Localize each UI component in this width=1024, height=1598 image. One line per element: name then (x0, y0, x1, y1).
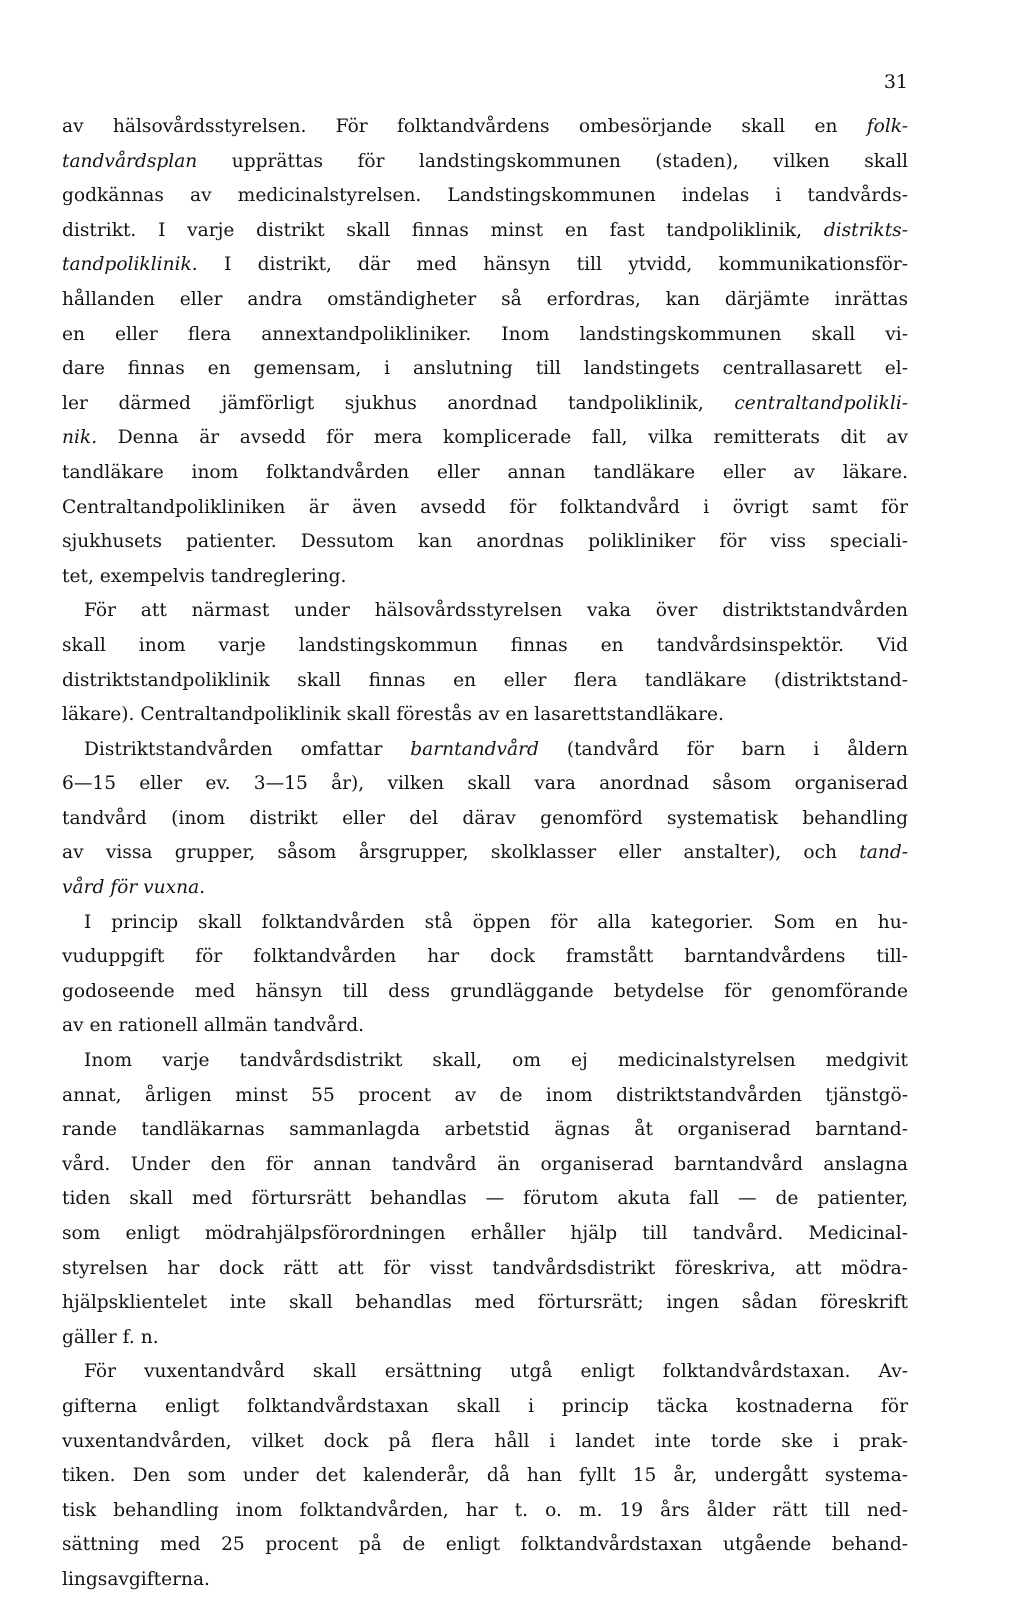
text-line (62, 1286, 908, 1321)
text-segment: vuduppgift för folktandvården har dock framstått barntandvårdens till- (62, 946, 908, 968)
text-line (62, 1252, 908, 1287)
body-text (62, 110, 908, 1598)
text-line (62, 664, 908, 699)
text-segment: sättning med 25 procent på de enligt folktandvårdstaxan utgående behand- (62, 1534, 908, 1556)
text-line (62, 1182, 908, 1217)
text-segment: godoseende med hänsyn till dess grundläggande betydelse för genomförande (62, 980, 908, 1002)
text-line (62, 456, 908, 491)
text-line (62, 1113, 908, 1148)
text-line (62, 352, 908, 387)
text-segment: upprättas för landstingskommunen (staden), vilken skall (197, 150, 908, 172)
text-line (62, 387, 908, 422)
italic-term: tandpoliklinik. (62, 254, 198, 276)
text-line (62, 975, 908, 1010)
text-segment: av en rationell allmän tandvård. (62, 1015, 365, 1037)
text-segment: som enligt mödrahjälpsförordningen erhåller hjälp till tandvård. Medicinal- (62, 1223, 908, 1244)
text-segment: tiken. Den som under det kalenderår, då han fyllt 15 år, undergått systema- (62, 1465, 908, 1487)
text-segment: I princip skall folktandvården stå öppen för alla kategorier. Som en hu- (84, 911, 908, 933)
text-segment: av vissa grupper, såsom årsgrupper, skolklasser eller anstalter), och (62, 842, 860, 864)
text-segment: I distrikt, där med hänsyn till ytvidd, kommunikationsför- (197, 254, 908, 276)
text-segment: tet, exempelvis tandreglering. (62, 565, 347, 587)
text-line (62, 110, 908, 145)
text-segment: en eller flera annextandpolikliniker. Inom landstingskommunen skall vi- (62, 323, 908, 345)
text-line (62, 1563, 908, 1598)
text-line (62, 283, 908, 318)
italic-term: folk- (866, 116, 908, 137)
text-line (62, 1494, 908, 1529)
text-line (62, 1079, 908, 1114)
text-line (62, 767, 908, 802)
text-segment: rande tandläkarnas sammanlagda arbetstid ägnas åt organiserad barntand- (62, 1119, 908, 1141)
text-line (62, 1390, 908, 1425)
text-segment: annat, årligen minst 55 procent av de inom distriktstandvården tjänstgö- (62, 1084, 908, 1106)
text-line (62, 871, 908, 906)
text-segment: läkare). Centraltandpoliklinik skall förestås av en lasarettstandläkare. (62, 704, 724, 726)
italic-term: distrikts- (823, 219, 908, 241)
text-segment: styrelsen har dock rätt att för visst tandvårdsdistrikt föreskriva, att mödra- (62, 1257, 908, 1279)
text-line (62, 1148, 908, 1183)
text-line (62, 1425, 908, 1460)
text-line (62, 1459, 908, 1494)
text-segment: sjukhusets patienter. Dessutom kan anordnas polikliniker för viss speciali- (62, 531, 908, 553)
text-line (62, 1044, 908, 1079)
text-segment: För vuxentandvård skall ersättning utgå enligt folktandvårdstaxan. Av- (84, 1361, 908, 1383)
text-segment: hållanden eller andra omständigheter så erfordras, kan därjämte inrättas (62, 288, 908, 310)
text-line (62, 525, 908, 560)
text-line (62, 698, 908, 733)
text-line (62, 1321, 908, 1356)
text-segment: distrikt. I varje distrikt skall finnas minst en fast tandpoliklinik, (62, 219, 824, 241)
text-segment: av hälsovårdsstyrelsen. För folktandvårdens ombesörjande skall en (62, 116, 867, 137)
text-segment: tisk behandling inom folktandvården, har t. o. m. 19 års ålder rätt till ned- (62, 1499, 908, 1521)
text-segment: gifterna enligt folktandvårdstaxan skall i princip täcka kostnaderna för (62, 1395, 908, 1417)
italic-term: centraltandpolikli- (734, 392, 908, 414)
text-line (62, 1355, 908, 1390)
text-line (62, 1217, 908, 1252)
text-segment: ler därmed jämförligt sjukhus anordnad tandpoliklinik, (62, 392, 735, 414)
text-line (62, 629, 908, 664)
text-line (62, 733, 908, 768)
text-segment: tandläkare inom folktandvården eller annan tandläkare eller av läkare. (62, 461, 908, 483)
text-line (62, 906, 908, 941)
italic-term: tand- (859, 842, 908, 864)
italic-term: barntandvård (410, 738, 539, 760)
text-line (62, 802, 908, 837)
text-segment: distriktstandpoliklinik skall finnas en eller flera tandläkare (distriktstand- (62, 669, 908, 691)
text-line (62, 940, 908, 975)
text-line (62, 248, 908, 283)
text-segment: dare finnas en gemensam, i anslutning till landstingets centrallasarett el- (62, 358, 908, 380)
text-segment: Inom varje tandvårdsdistrikt skall, om ej medicinalstyrelsen medgivit (84, 1050, 908, 1072)
text-line (62, 214, 908, 249)
text-segment: hjälpsklientelet inte skall behandlas med förtursrätt; ingen sådan föreskrift (62, 1292, 908, 1314)
text-line (62, 836, 908, 871)
text-segment: vård. Under den för annan tandvård än organiserad barntandvård anslagna (62, 1153, 908, 1175)
text-segment: vuxentandvården, vilket dock på flera håll i landet inte torde ske i prak- (62, 1430, 908, 1452)
text-segment: 6—15 eller ev. 3—15 år), vilken skall vara anordnad såsom organiserad (62, 773, 908, 795)
text-segment: gäller f. n. (62, 1326, 159, 1348)
text-segment: skall inom varje landstingskommun finnas en tandvårdsinspektör. Vid (62, 634, 908, 656)
text-segment: Distriktstandvården omfattar (84, 738, 411, 760)
italic-term: tandvårdsplan (62, 150, 198, 172)
text-segment: tandvård (inom distrikt eller del därav genomförd systematisk behandling (62, 807, 908, 829)
text-segment: För att närmast under hälsovårdsstyrelsen vaka över distriktstandvården (84, 600, 908, 622)
text-line (62, 421, 908, 456)
text-line (62, 179, 908, 214)
text-line (62, 1528, 908, 1563)
text-segment: Denna är avsedd för mera komplicerade fall, vilka remitterats dit av (97, 427, 908, 449)
text-line (62, 1009, 908, 1044)
italic-term: nik. (62, 427, 98, 449)
text-segment: godkännas av medicinalstyrelsen. Landstingskommunen indelas i tandvårds- (62, 185, 908, 207)
text-line (62, 491, 908, 526)
text-line (62, 318, 908, 353)
text-line (62, 594, 908, 629)
text-line (62, 560, 908, 595)
page-number: 31 (883, 71, 908, 93)
text-segment: (tandvård för barn i åldern (538, 738, 909, 760)
text-segment: Centraltandpolikliniken är även avsedd för folktandvård i övrigt samt för (62, 496, 908, 518)
text-line (62, 145, 908, 180)
text-segment: lingsavgifterna. (62, 1568, 210, 1590)
italic-term: vård för vuxna. (62, 877, 206, 899)
text-segment: tiden skall med förtursrätt behandlas — förutom akuta fall — de patienter, (62, 1188, 908, 1210)
